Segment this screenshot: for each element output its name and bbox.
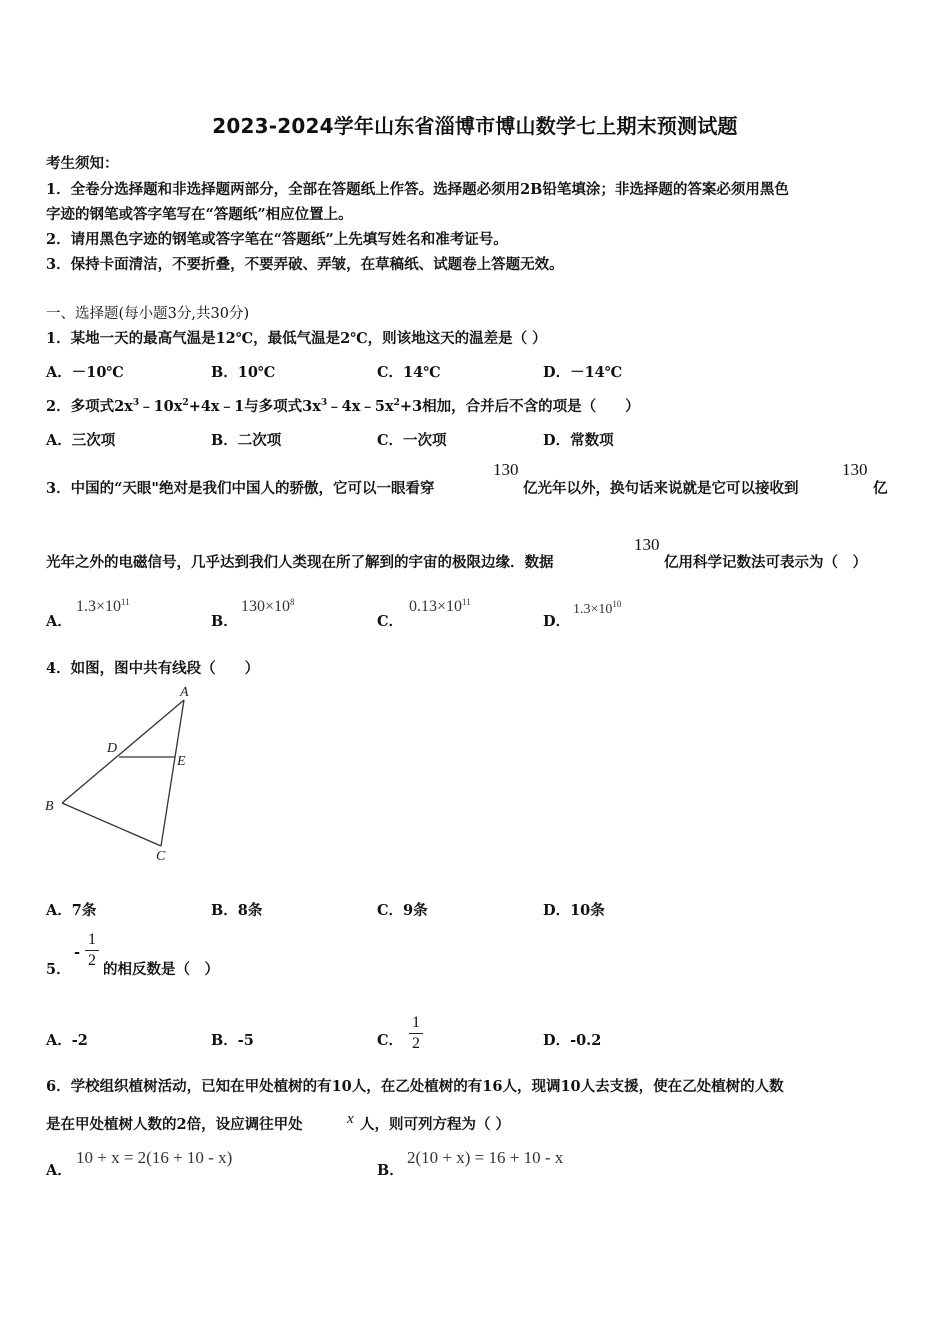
q3-option-b-value: $130\times 10^8$ — [241, 597, 295, 615]
q3-number-2: 130 — [842, 460, 868, 479]
q3-option-c-value: $0.13\times 10^{11}$ — [409, 597, 471, 615]
label-a: A — [180, 685, 189, 700]
question-3-stem: 3．中国的“天眼"绝对是我们中国人的骄傲，它可以一眼看穿 — [46, 480, 435, 497]
q2-option-d: D．常数项 — [543, 432, 614, 449]
q6-option-b-equation: 2(10 + x) = 16 + 10 - x — [407, 1148, 564, 1167]
q3-option-a-value: $1.3\times 10^{11}$ — [76, 597, 130, 615]
q3-number-3: 130 — [634, 535, 660, 554]
q6-option-a-equation: 10 + x = 2(16 + 10 - x) — [76, 1148, 233, 1167]
q5-option-b: B．-5 — [211, 1032, 254, 1049]
q2-option-b: B．二次项 — [211, 432, 282, 449]
section-heading: 一、选择题(每小题3分,共30分) — [46, 306, 250, 322]
q3-option-d-value: $1.3\times 10^{10}$ — [573, 599, 622, 617]
q6-variable: x — [347, 1111, 354, 1127]
question-1-stem: 1．某地一天的最高气温是12℃，最低气温是2℃，则该地这天的温差是（ ） — [46, 330, 547, 347]
label-c: C — [156, 849, 166, 864]
question-6-stem-end: 人，则可列方程为（ ） — [360, 1116, 511, 1133]
question-6-stem: 6．学校组织植树活动，已知在甲处植树的有10人，在乙处植树的有16人，现调10人去支援，使在乙处植树的人数 — [46, 1078, 784, 1095]
question-4-stem: 4．如图，图中共有线段（ ） — [46, 660, 260, 677]
q3-option-a-label: A． — [46, 613, 72, 630]
q5-minus-sign: - — [74, 944, 81, 961]
q3-option-d-label: D． — [543, 613, 571, 630]
question-2-stem: 2．多项式$2x^3﹣10x^2+4x﹣1$与多项式$3x^3﹣4x﹣5x^2+3$相加，合并后不含的项是（ ） — [46, 398, 640, 415]
q5-option-c-label: C． — [377, 1032, 404, 1049]
segment-bc — [62, 803, 161, 846]
q4-option-d: D．10条 — [543, 902, 605, 919]
triangle-figure — [40, 680, 200, 870]
q5-option-a: A．-2 — [46, 1032, 88, 1049]
notice-heading: 考生须知： — [46, 155, 119, 172]
notice-item-3: 3．保持卡面清洁，不要折叠，不要弄破、弄皱，在草稿纸、试题卷上答题无效。 — [46, 256, 564, 273]
q1-option-c: C．14℃ — [377, 364, 441, 381]
segment-ac — [161, 700, 184, 846]
q4-option-a: A．7条 — [46, 902, 97, 919]
segment-ab — [62, 700, 184, 803]
q3-option-b-label: B． — [211, 613, 238, 630]
q2-option-a: A．三次项 — [46, 432, 116, 449]
q5-option-c-fraction: 1 2 — [409, 1014, 423, 1053]
notice-item-1-cont: 字迹的钢笔或答字笔写在“答题纸”相应位置上。 — [46, 206, 353, 223]
question-5-stem: 的相反数是（ ） — [103, 961, 219, 978]
question-3-line-2: 光年之外的电磁信号，几乎达到我们人类现在所了解到的宇宙的极限边缘．数据 — [46, 554, 554, 571]
label-d: D — [107, 741, 118, 756]
question-3-stem-end: 亿 — [873, 480, 888, 497]
q2-option-c: C．一次项 — [377, 432, 447, 449]
question-3-line-2-end: 亿用科学记数法可表示为（ ） — [664, 554, 867, 571]
label-e: E — [177, 754, 186, 769]
q6-option-a-label: A． — [46, 1162, 72, 1179]
page-title: 2023-2024学年山东省淄博市博山数学七上期末预测试题 — [212, 114, 738, 138]
q6-option-b-label: B． — [377, 1162, 404, 1179]
question-3-stem-cont: 亿光年以外，换句话来说就是它可以接收到 — [523, 480, 799, 497]
q4-option-c: C．9条 — [377, 902, 428, 919]
notice-item-2: 2．请用黑色字迹的钢笔或答字笔在“答题纸”上先填写姓名和准考证号。 — [46, 231, 508, 248]
question-6-stem-cont: 是在甲处植树人数的2倍，设应调往甲处 — [46, 1116, 303, 1133]
q3-number-1: 130 — [493, 460, 519, 479]
q4-option-b: B．8条 — [211, 902, 263, 919]
notice-item-1: 1．全卷分选择题和非选择题两部分，全部在答题纸上作答。选择题必须用2B铅笔填涂；非选择题的答案必须用黑色 — [46, 181, 789, 198]
q1-option-d: D．－14℃ — [543, 364, 623, 381]
q1-option-b: B．10℃ — [211, 364, 276, 381]
q3-option-c-label: C． — [377, 613, 404, 630]
q5-fraction: 1 2 — [85, 931, 99, 970]
q1-option-a: A．－10℃ — [46, 364, 124, 381]
question-5-number: 5． — [46, 961, 71, 978]
label-b: B — [45, 799, 54, 814]
q5-option-d: D．-0.2 — [543, 1032, 602, 1049]
